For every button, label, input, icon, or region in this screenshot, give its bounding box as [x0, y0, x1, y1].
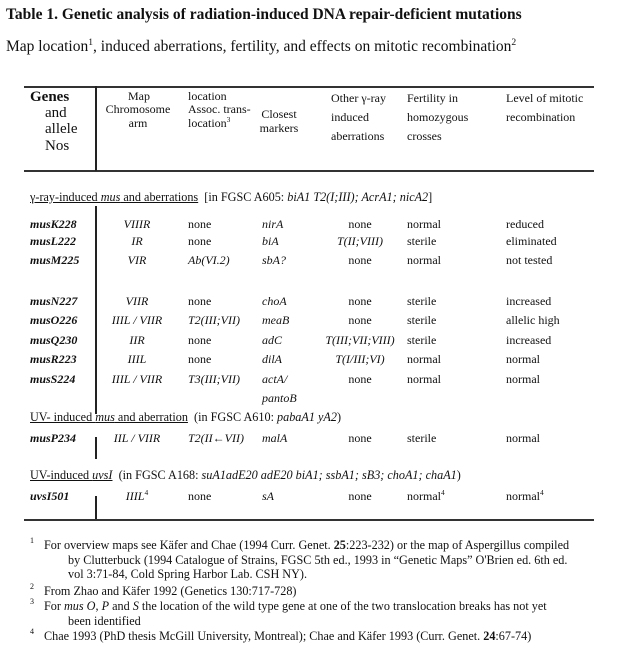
footnote-number: 4 — [30, 627, 34, 636]
cell-assoc — [188, 234, 258, 249]
footnote-text-part: For overview maps see Käfer and Chae (1994 Curr. Genet. — [44, 538, 334, 552]
cell-fertility-text: sterile — [407, 431, 437, 445]
footnote-line: vol 3:71-84, Cold Spring Harbor Lab. CSH NY). — [68, 567, 307, 581]
cell-fertility — [407, 431, 487, 446]
header-genes-line: Genes — [30, 89, 70, 105]
cell-gene — [30, 352, 90, 367]
cell-assoc-text: Ab(VI.2) — [188, 253, 230, 267]
cell-other — [315, 313, 405, 328]
cell-other-text: T(III;VII;VIII) — [325, 333, 395, 347]
cell-other — [315, 294, 405, 309]
cell-arm-text: IR — [131, 234, 143, 248]
body-column-divider — [95, 437, 97, 459]
cell-marker — [262, 234, 322, 249]
footnote-line: From Zhao and Käfer 1992 (Genetics 130:717-728) — [44, 584, 297, 598]
header-fertility-line: homozygous — [407, 110, 469, 124]
cell-gene-text: musP234 — [30, 431, 77, 445]
header-closest-line: markers — [259, 121, 299, 135]
header-closest-line: Closest — [261, 107, 297, 121]
header-chromosome-line: arm — [128, 116, 148, 130]
cell-other — [315, 352, 405, 367]
cell-other — [315, 431, 405, 446]
footnote-text-part: the location of the wild type gene at one of the two translocation breaks has not yet — [138, 599, 547, 613]
cell-assoc — [188, 217, 258, 232]
cell-marker-text: adC — [262, 333, 283, 347]
header-genes-line: and — [45, 105, 67, 121]
header-top-rule — [24, 86, 594, 88]
cell-gene-text: musR223 — [30, 352, 77, 366]
cell-gene — [30, 333, 90, 348]
cell-assoc-text: none — [188, 489, 212, 503]
section-label-text: UV-induced — [30, 468, 93, 482]
header-genes-nos — [45, 138, 69, 155]
footnote-text — [44, 538, 604, 582]
cell-assoc-text: none — [188, 234, 212, 248]
cell-marker — [262, 313, 322, 328]
cell-fertility — [407, 352, 487, 367]
footnote-line — [44, 599, 604, 614]
cell-fertility-text: sterile — [407, 313, 437, 327]
section-gamma-ray — [30, 190, 432, 205]
cell-recomb — [506, 431, 596, 446]
cell-marker — [262, 333, 322, 348]
subtitle-text: Map location — [6, 38, 89, 55]
cell-marker-text: nirA — [262, 217, 284, 231]
cell-recomb-text: allelic high — [506, 313, 560, 327]
body-column-divider — [95, 206, 97, 414]
footnote-line — [44, 629, 604, 644]
header-column-divider — [95, 86, 97, 171]
cell-recomb — [506, 234, 596, 249]
footnote-text-part: , — [95, 599, 102, 613]
section-label-text: UV- induced — [30, 410, 96, 424]
cell-arm — [100, 352, 174, 367]
cell-marker-text: actA/ — [262, 372, 288, 386]
cell-arm — [100, 234, 174, 249]
footnote-text — [44, 629, 604, 644]
cell-gene-text: musS224 — [30, 372, 76, 386]
header-other-line: Other γ-ray — [331, 91, 386, 105]
cell-other-text: none — [348, 372, 372, 386]
header-fertility — [407, 89, 468, 146]
cell-assoc — [188, 431, 258, 446]
section-strain-text: ] — [428, 190, 433, 204]
header-chromosome — [104, 102, 172, 130]
cell-arm — [100, 217, 174, 232]
cell-other-text: none — [348, 431, 372, 445]
section-label — [30, 190, 198, 204]
header-bottom-rule — [24, 170, 594, 172]
section-strain-genotype: suA1adE20 adE20 biA1; ssbA1; sB3; choA1; chaA1 — [201, 468, 457, 482]
cell-assoc — [188, 333, 258, 348]
cell-recomb — [506, 294, 596, 309]
cell-recomb — [506, 253, 596, 268]
cell-marker-text: choA — [262, 294, 287, 308]
cell-recomb — [506, 489, 596, 504]
footnote-ref: 4 — [540, 488, 544, 497]
header-level-line: Level of mitotic — [506, 91, 584, 105]
cell-assoc — [188, 489, 258, 504]
footnote-number: 2 — [30, 582, 34, 591]
cell-recomb-text: normal — [506, 431, 540, 445]
header-fertility-line: crosses — [407, 129, 442, 143]
header-assoc-line: Assoc. trans- — [188, 102, 251, 116]
cell-marker-text: meaB — [262, 313, 290, 327]
header-assoc — [188, 102, 251, 130]
cell-arm-text: IIR — [129, 333, 145, 347]
table-title: Table 1. Genetic analysis of radiation-induced DNA repair-deficient mutations — [6, 6, 522, 23]
cell-arm-text: VIIIR — [123, 217, 151, 231]
cell-marker-text: biA — [262, 234, 279, 248]
cell-gene — [30, 253, 90, 268]
cell-recomb-text: normal — [506, 489, 540, 503]
footnote-bold: 24 — [483, 629, 496, 643]
cell-fertility-text: normal — [407, 372, 441, 386]
cell-other-text: none — [348, 294, 372, 308]
cell-other — [315, 234, 405, 249]
cell-marker-text: malA — [262, 431, 288, 445]
footnote-ref: 4 — [144, 488, 149, 497]
section-strain-text: (in FGSC A610: — [194, 410, 278, 424]
cell-recomb-text: normal — [506, 372, 540, 386]
cell-recomb — [506, 372, 596, 387]
table-bottom-rule — [24, 519, 594, 521]
cell-fertility-text: sterile — [407, 333, 437, 347]
section-strain-genotype: pabaA1 yA2 — [277, 410, 337, 424]
header-location: location — [188, 89, 227, 103]
cell-arm-text: IIIL — [127, 352, 147, 366]
cell-assoc-text: none — [188, 352, 212, 366]
footnote-italic: P — [101, 599, 110, 613]
cell-gene — [30, 372, 90, 387]
footnote-text-part: For — [44, 599, 64, 613]
cell-arm — [100, 372, 174, 387]
header-other-line: induced — [331, 110, 369, 124]
cell-other — [315, 372, 405, 387]
cell-assoc-text: none — [188, 333, 212, 347]
footnote-ref: 1 — [88, 36, 94, 48]
footnote-number: 3 — [30, 597, 34, 606]
cell-marker — [262, 217, 322, 232]
cell-fertility-text: normal — [407, 253, 441, 267]
cell-arm — [100, 489, 174, 504]
header-level-line: recombination — [506, 110, 576, 124]
cell-arm — [100, 313, 174, 328]
cell-arm — [100, 431, 174, 446]
cell-recomb — [506, 352, 596, 367]
section-strain-text: ) — [336, 410, 341, 424]
cell-fertility — [407, 234, 487, 249]
header-map: Map — [128, 89, 150, 103]
cell-other-text: none — [348, 217, 372, 231]
section-uv-mus — [30, 410, 341, 425]
footnote-text-part: :223-232) or the map of Aspergillus compiled — [345, 538, 570, 552]
cell-recomb-text: increased — [506, 294, 552, 308]
header-other-line: aberrations — [331, 129, 385, 143]
footnote-text — [44, 584, 604, 599]
header-assoc-line — [188, 116, 251, 130]
cell-marker — [262, 253, 322, 268]
section-strain-text: [in FGSC A605: — [204, 190, 288, 204]
cell-other-text: none — [348, 313, 372, 327]
cell-fertility-text: normal — [407, 217, 441, 231]
cell-arm-text: IIIL — [125, 489, 145, 503]
header-genes-line: Nos — [45, 138, 70, 154]
cell-arm-text: IIL / VIIR — [113, 431, 161, 445]
cell-other-text: T(II;VIII) — [337, 234, 383, 248]
cell-arm-text: VIIR — [125, 294, 149, 308]
cell-gene-text: uvsI501 — [30, 489, 70, 503]
header-fertility-line: Fertility in — [407, 91, 458, 105]
cell-assoc-text: T2(II←VII) — [188, 431, 244, 445]
cell-marker — [262, 372, 322, 387]
cell-other — [315, 333, 405, 348]
cell-gene — [30, 431, 90, 446]
cell-assoc-text: none — [188, 294, 212, 308]
cell-fertility-text: sterile — [407, 234, 437, 248]
cell-gene — [30, 294, 90, 309]
section-label — [30, 410, 188, 424]
cell-fertility — [407, 372, 487, 387]
section-label-text: γ-ray-induced — [30, 190, 101, 204]
section-strain-text: (in FGSC A168: — [118, 468, 202, 482]
section-label-text: and aberration — [114, 410, 188, 424]
footnote-text-part: and — [109, 599, 133, 613]
section-uv-uvsi — [30, 468, 461, 483]
header-genes-line: allele — [45, 121, 78, 137]
cell-marker-text: dilA — [262, 352, 282, 366]
cell-gene — [30, 489, 90, 504]
subtitle-text: , induced aberrations, fertility, and effects on mitotic recombination — [93, 38, 512, 55]
cell-marker — [262, 489, 322, 504]
header-genes-allele — [45, 121, 77, 138]
header-chromosome-line: Chromosome — [105, 102, 171, 116]
cell-other — [315, 217, 405, 232]
cell-recomb-text: increased — [506, 333, 552, 347]
cell-recomb-text: reduced — [506, 217, 544, 231]
cell-fertility-text: normal — [407, 489, 441, 503]
cell-marker-continued: pantoB — [262, 391, 297, 405]
cell-gene-text: musL222 — [30, 234, 77, 248]
cell-arm — [100, 294, 174, 309]
cell-other-text: T(I/III;VI) — [335, 352, 385, 366]
footnote-ref: 2 — [511, 36, 517, 48]
header-assoc-text: location — [188, 116, 227, 130]
header-level — [506, 89, 583, 127]
cell-assoc — [188, 313, 258, 328]
footnote-italic: mus O — [63, 599, 96, 613]
cell-assoc-text: T2(III;VII) — [188, 313, 240, 327]
cell-marker — [262, 294, 322, 309]
cell-fertility — [407, 294, 487, 309]
cell-other-text: none — [348, 489, 372, 503]
cell-recomb — [506, 217, 596, 232]
cell-recomb-text: not tested — [506, 253, 553, 267]
cell-assoc — [188, 294, 258, 309]
footnote-line: been identified — [68, 613, 141, 628]
cell-other-text: none — [348, 253, 372, 267]
section-label-italic: mus — [100, 190, 121, 204]
section-strain-genotype: biA1 T2(I;III); AcrA1; nicA2 — [287, 190, 429, 204]
cell-gene-text: musN227 — [30, 294, 78, 308]
footnote-line — [44, 538, 604, 553]
section-label — [30, 468, 112, 482]
cell-marker — [262, 431, 322, 446]
footnote-bold: 25 — [333, 538, 346, 552]
cell-gene-text: musO226 — [30, 313, 78, 327]
header-closest — [251, 107, 307, 135]
cell-fertility — [407, 489, 487, 504]
cell-assoc-text: none — [188, 217, 212, 231]
body-column-divider — [95, 496, 97, 520]
section-strain-text: ) — [456, 468, 461, 482]
cell-arm-text: IIIL / VIIR — [111, 372, 163, 386]
header-genes-and — [45, 105, 67, 122]
cell-assoc — [188, 372, 258, 387]
cell-marker-text: sbA? — [262, 253, 286, 267]
footnote-number: 1 — [30, 536, 34, 545]
section-label-italic: mus — [95, 410, 115, 424]
cell-marker-text: sA — [262, 489, 274, 503]
footnote-ref: 3 — [226, 115, 231, 124]
cell-gene — [30, 313, 90, 328]
cell-recomb-text: normal — [506, 352, 540, 366]
section-label-italic: uvsI — [92, 468, 113, 482]
cell-gene — [30, 234, 90, 249]
cell-arm-text: IIIL / VIIR — [111, 313, 163, 327]
footnote-line: by Clutterbuck (1994 Catalogue of Strains, FGSC 5th ed., 1993 in “Genetic Maps” O'Brien ed. 6th ed. — [68, 552, 568, 567]
cell-arm — [100, 333, 174, 348]
cell-arm — [100, 253, 174, 268]
footnote-text-part: Chae 1993 (PhD thesis McGill University, Montreal); Chae and Käfer 1993 (Curr. Genet. — [44, 629, 484, 643]
cell-fertility — [407, 333, 487, 348]
footnote-text — [44, 599, 604, 628]
cell-assoc — [188, 352, 258, 367]
cell-fertility — [407, 313, 487, 328]
cell-assoc-text: T3(III;VII) — [188, 372, 240, 386]
cell-recomb — [506, 313, 596, 328]
cell-gene — [30, 217, 90, 232]
footnote-italic: S — [132, 599, 139, 613]
header-other — [331, 89, 386, 146]
footnote-text-part: :67-74) — [495, 629, 532, 643]
cell-assoc — [188, 253, 258, 268]
cell-recomb-text: eliminated — [506, 234, 557, 248]
cell-fertility — [407, 217, 487, 232]
cell-marker — [262, 352, 322, 367]
header-genes — [30, 89, 69, 106]
table-subtitle — [6, 38, 516, 56]
cell-gene-text: musK228 — [30, 217, 77, 231]
cell-fertility — [407, 253, 487, 268]
cell-other — [315, 489, 405, 504]
cell-fertility-text: normal — [407, 352, 441, 366]
cell-arm-text: VIR — [127, 253, 147, 267]
cell-gene-text: musM225 — [30, 253, 80, 267]
footnote-ref: 4 — [441, 488, 445, 497]
cell-gene-text: musQ230 — [30, 333, 78, 347]
section-label-text: and aberrations — [120, 190, 199, 204]
cell-other — [315, 253, 405, 268]
cell-fertility-text: sterile — [407, 294, 437, 308]
cell-recomb — [506, 333, 596, 348]
